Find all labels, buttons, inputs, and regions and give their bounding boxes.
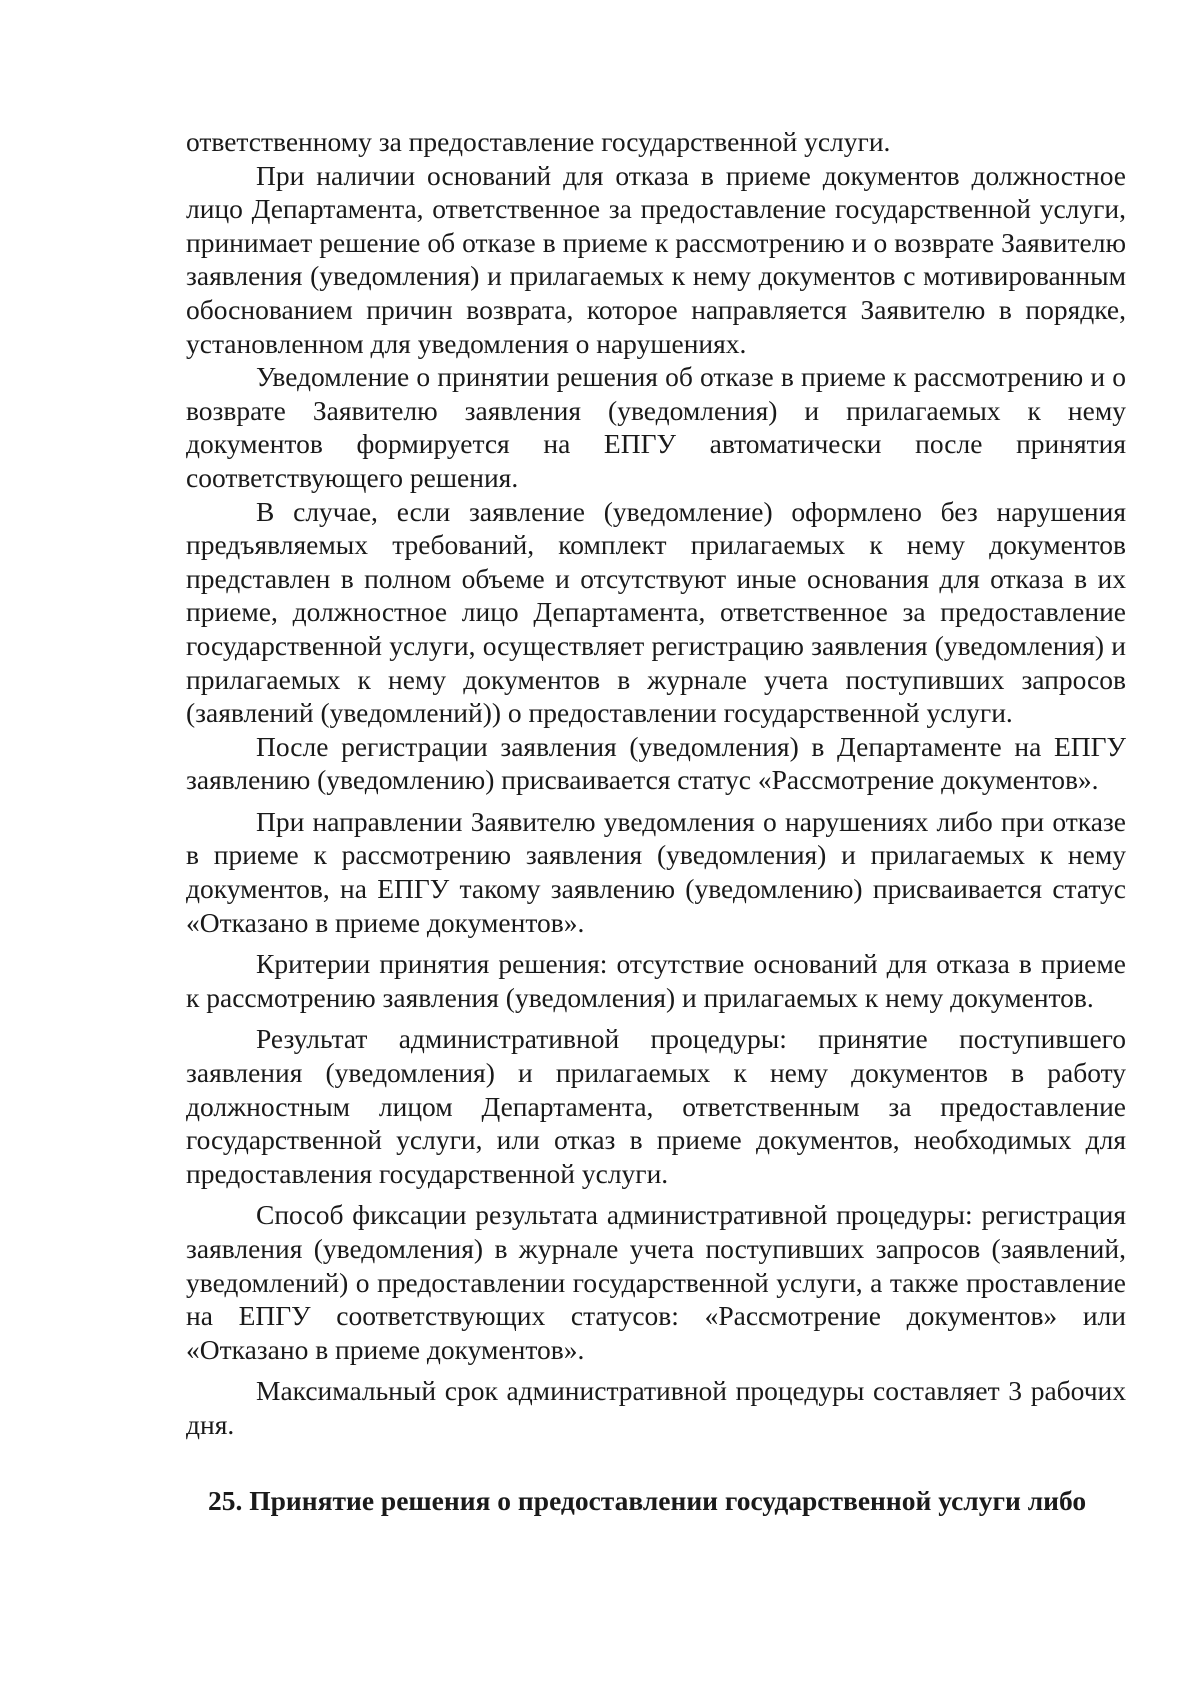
paragraph-2: При наличии оснований для отказа в приеме документов должностное лицо Департамента, ответственное за предоставление государственной услуги, принимает решение об отказе в приеме к рассмотрению и о возврате Заявителю заявления (уведомления) и прилагаемых к нему документов с мотивированным обоснованием причин возврата, которое направляется Заявителю в порядке, установленном для уведомления о нарушениях. xyxy=(186,159,1126,359)
paragraph-10: Максимальный срок административной процедуры составляет 3 рабочих дня. xyxy=(186,1375,1126,1440)
paragraph-6: При направлении Заявителю уведомления о нарушениях либо при отказе в приеме к рассмотрению заявления (уведомления) и прилагаемых к нему документов, на ЕПГУ такому заявлению (уведомлению) присваивается статус «Отказано в приеме документов». xyxy=(186,805,1126,938)
paragraph-9: Способ фиксации результата административной процедуры: регистрация заявления (уведомления) в журнале учета поступивших запросов (заявлений, уведомлений) о предоставлении государственной услуги, а также проставление на ЕПГУ соответствующих статусов: «Рассмотрение документов» или «Отказано в приеме документов». xyxy=(186,1199,1126,1365)
paragraph-3: Уведомление о принятии решения об отказе в приеме к рассмотрению и о возврате Заявителю заявления (уведомления) и прилагаемых к нему документов формируется на ЕПГУ автоматически после принятия соответствующего решения. xyxy=(186,361,1126,493)
document-page xyxy=(186,125,1126,1517)
section-heading: 25. Принятие решения о предоставлении государственной услуги либо xyxy=(208,1484,1087,1516)
paragraph-4: В случае, если заявление (уведомление) оформлено без нарушения предъявляемых требований, комплект прилагаемых к нему документов представлен в полном объеме и отсутствуют иные основания для отказа в их приеме, должностное лицо Департамента, ответственное за предоставление государственной услуги, осуществляет регистрацию заявления (уведомления) и прилагаемых к нему документов в журнале учета поступивших запросов (заявлений (уведомлений)) о предоставлении государственной услуги. xyxy=(186,495,1126,729)
paragraph-7: Критерии принятия решения: отсутствие оснований для отказа в приеме к рассмотрению заявления (уведомления) и прилагаемых к нему документов. xyxy=(186,948,1126,1013)
paragraph-5: После регистрации заявления (уведомления) в Департаменте на ЕПГУ заявлению (уведомлению) присваивается статус «Рассмотрение документов». xyxy=(186,730,1126,796)
paragraph-8: Результат административной процедуры: принятие поступившего заявления (уведомления) и прилагаемых к нему документов в работу должностным лицом Департамента, ответственным за предоставление государственной услуги, или отказ в приеме документов, необходимых для предоставления государственной услуги. xyxy=(186,1023,1126,1189)
paragraph-1: ответственному за предоставление государственной услуги. xyxy=(186,126,891,157)
